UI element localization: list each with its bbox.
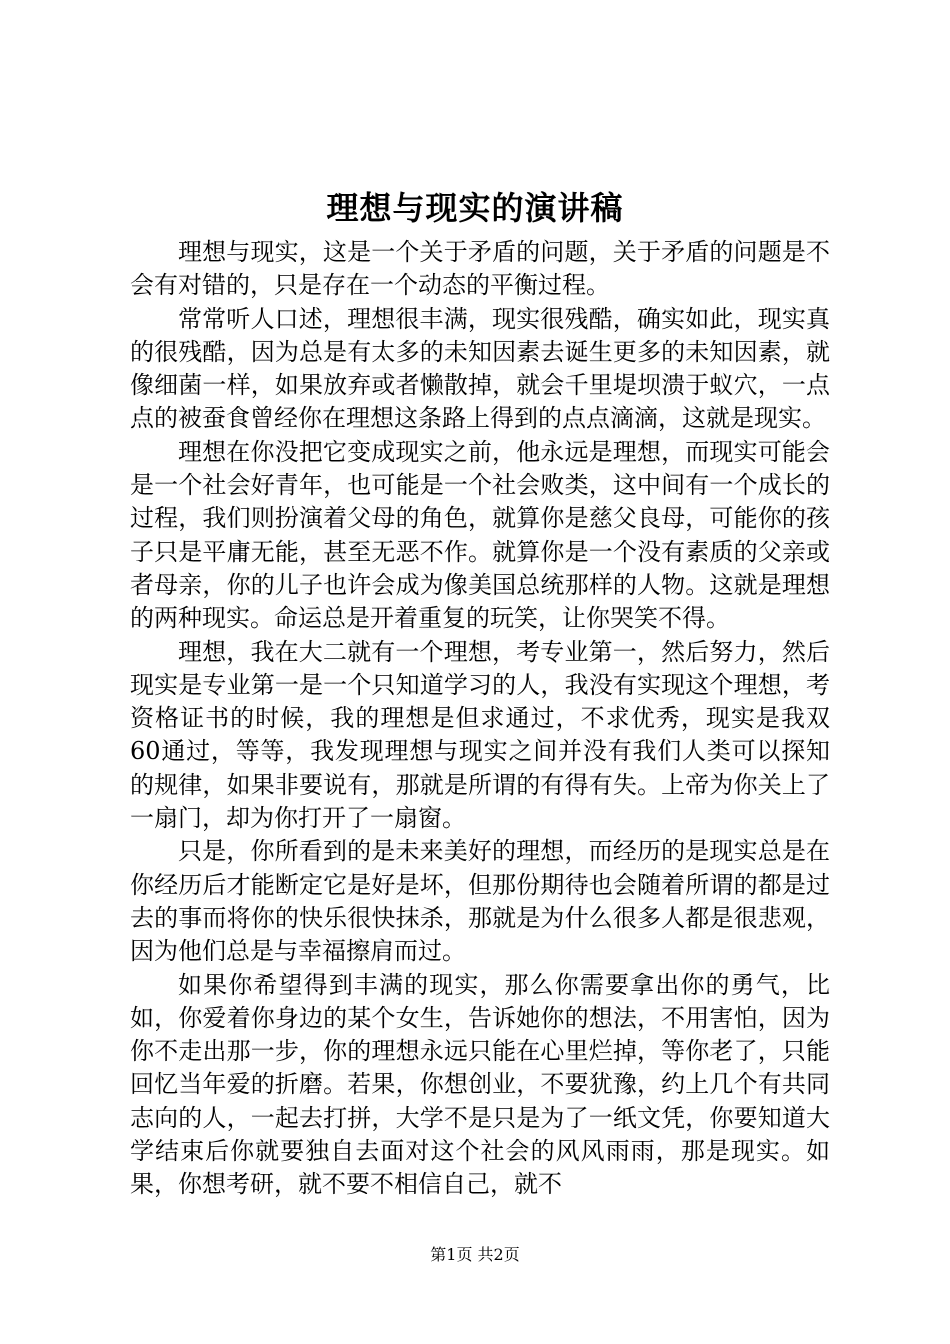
paragraph: 理想，我在大二就有一个理想，考专业第一，然后努力，然后现实是专业第一是一个只知道学习的人，我没有实现这个理想，考资格证书的时候，我的理想是但求通过，不求优秀，现实是我双60通过，等等，我发现理想与现实之间并没有我们人类可以探知的规律，如果非要说有，那就是所谓的有得有失。上帝为你关上了一扇门，却为你打开了一扇窗。 [130, 637, 830, 833]
paragraph: 常常听人口述，理想很丰满，现实很残酷，确实如此，现实真的很残酷，因为总是有太多的未知因素去诞生更多的未知因素，就像细菌一样，如果放弃或者懒散掉，就会千里堤坝溃于蚁穴，一点点的被蚕食曾经你在理想这条路上得到的点点滴滴，这就是现实。 [130, 304, 830, 433]
page-footer: 第1页 共2页 [430, 1245, 520, 1264]
paragraph: 如果你希望得到丰满的现实，那么你需要拿出你的勇气，比如，你爱着你身边的某个女生，告诉她你的想法，不用害怕，因为你不走出那一步，你的理想永远只能在心里烂掉，等你老了，只能回忆当年爱的折磨。若果，你想创业，不要犹豫，约上几个有共同志向的人，一起去打拼，大学不是只是为了一纸文凭，你要知道大学结束后你就要独自去面对这个社会的风风雨雨，那是现实。如果，你想考研，就不要不相信自己，就不 [130, 970, 830, 1199]
paragraph: 理想与现实，这是一个关于矛盾的问题，关于矛盾的问题是不会有对错的，只是存在一个动态的平衡过程。 [130, 238, 830, 300]
document-title: 理想与现实的演讲稿 [326, 189, 624, 227]
document-body [130, 236, 830, 1202]
paragraph: 理想在你没把它变成现实之前，他永远是理想，而现实可能会是一个社会好青年，也可能是一个社会败类，这中间有一个成长的过程，我们则扮演着父母的角色，就算你是慈父良母，可能你的孩子只是平庸无能，甚至无恶不作。就算你是一个没有素质的父亲或者母亲，你的儿子也许会成为像美国总统那样的人物。这就是理想的两种现实。命运总是开着重复的玩笑，让你哭笑不得。 [130, 437, 830, 633]
paragraph: 只是，你所看到的是未来美好的理想，而经历的是现实总是在你经历后才能断定它是好是坏，但那份期待也会随着所谓的都是过去的事而将你的快乐很快抹杀，那就是为什么很多人都是很悲观，因为他们总是与幸福擦肩而过。 [130, 837, 830, 966]
